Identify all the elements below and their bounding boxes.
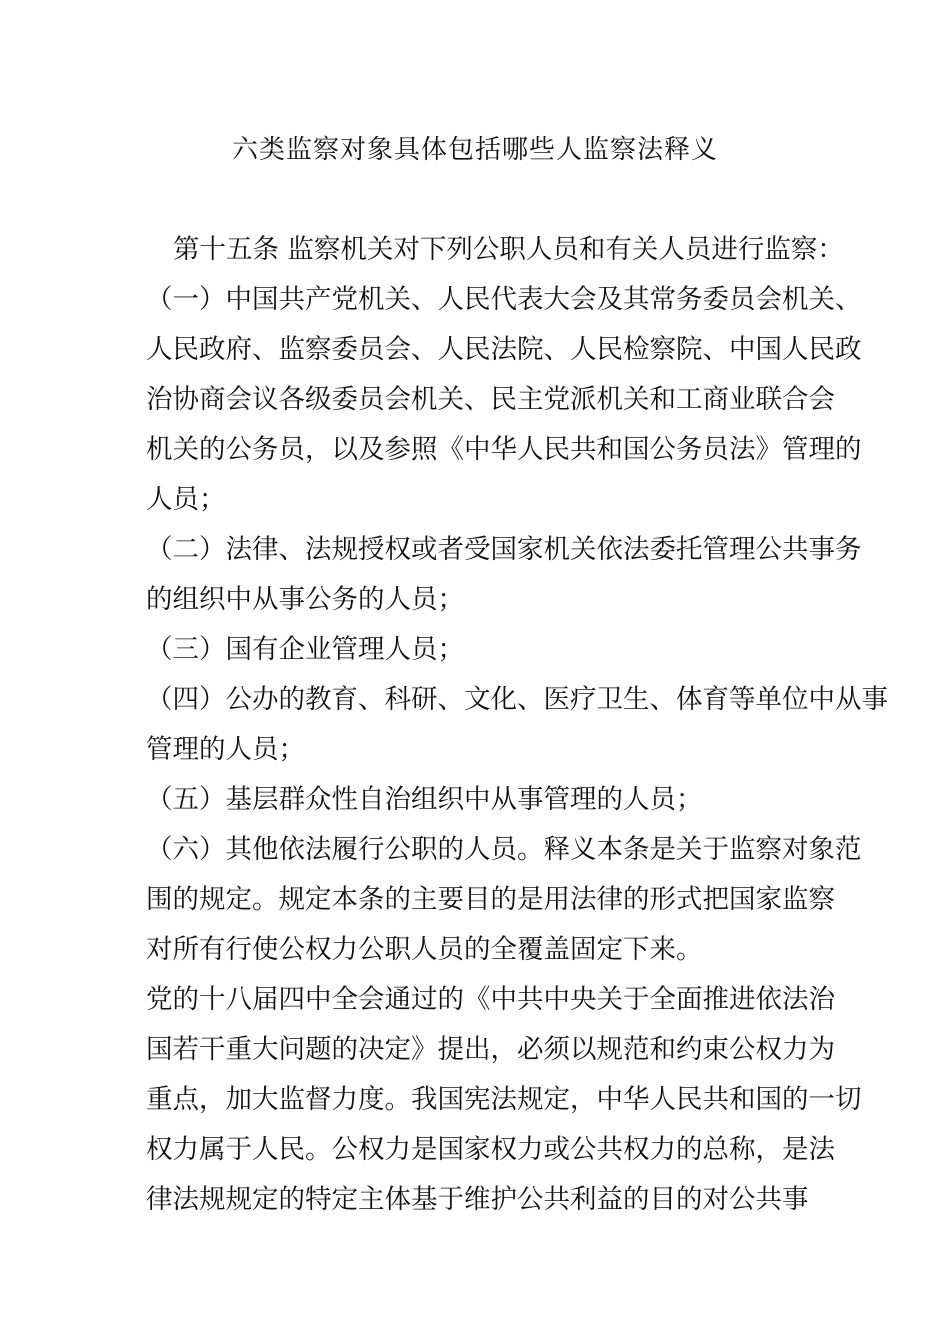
paragraph-line: 律法规规定的特定主体基于维护公共利益的目的对公共事 [146,1184,809,1215]
paragraph-line: 国若干重大问题的决定》提出，必须以规范和约束公权力为 [146,1034,835,1065]
paragraph-line: （三）国有企业管理人员； [146,634,464,665]
paragraph-line: 围的规定。规定本条的主要目的是用法律的形式把国家监察 [146,884,835,915]
paragraph-line: （五）基层群众性自治组织中从事管理的人员； [146,784,703,815]
paragraph-line: 人民政府、监察委员会、人民法院、人民检察院、中国人民政 [146,334,862,365]
paragraph-line: （四）公办的教育、科研、文化、医疗卫生、体育等单位中从事 [146,684,888,715]
document-body [146,225,888,1225]
paragraph-line: （二）法律、法规授权或者受国家机关依法委托管理公共事务 [146,534,862,565]
paragraph-line: （一）中国共产党机关、人民代表大会及其常务委员会机关、 [146,284,862,315]
paragraph-line: 管理的人员； [146,734,305,765]
paragraph-line: 的组织中从事公务的人员； [146,584,464,615]
paragraph-line: 权力属于人民。公权力是国家权力或公共权力的总称，是法 [146,1134,835,1165]
paragraph-line: 治协商会议各级委员会机关、民主党派机关和工商业联合会 [146,384,835,415]
paragraph-line: 对所有行使公权力公职人员的全覆盖固定下来。 [146,934,703,965]
paragraph-line: 重点，加大监督力度。我国宪法规定，中华人民共和国的一切 [146,1084,862,1115]
paragraph-line: 第十五条 监察机关对下列公职人员和有关人员进行监察： [173,234,844,265]
paragraph-line: （六）其他依法履行公职的人员。释义本条是关于监察对象范 [146,834,862,865]
paragraph-line: 党的十八届四中全会通过的《中共中央关于全面推进依法治 [146,984,835,1015]
paragraph-line: 机关的公务员，以及参照《中华人民共和国公务员法》管理的 [146,434,862,465]
document-title: 六类监察对象具体包括哪些人监察法释义 [231,135,718,165]
paragraph-line: 人员； [146,484,226,515]
